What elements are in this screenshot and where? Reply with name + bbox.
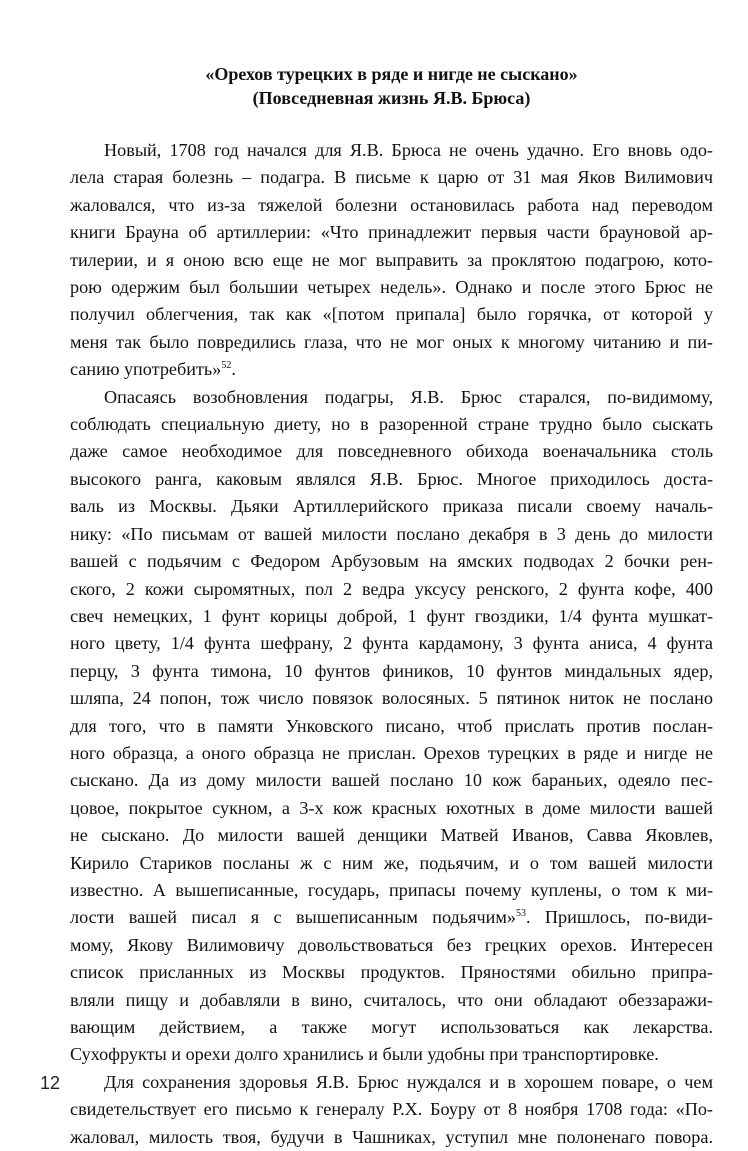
text-line: ского, 2 кожи сыромятных, пол 2 ведра уксусу ренского, 2 фунта кофе, 400 bbox=[70, 578, 713, 599]
text-line: для того, что в памяти Унковского писано, чтоб прислать против послан- bbox=[70, 715, 713, 736]
paragraph-1 bbox=[70, 137, 713, 384]
text-line: Кирило Стариков посланы ж с ним же, подьячим, и о том вашей милости bbox=[70, 852, 713, 873]
text-line: известно. А вышеписанные, государь, припасы почему куплены, о том к ми- bbox=[70, 879, 713, 900]
text-line: Новый, 1708 год начался для Я.В. Брюса не очень удачно. Его вновь одо- bbox=[104, 140, 713, 160]
text-line: перцу, 3 фунта тимона, 10 фунтов фиников, 10 фунтов миндальных ядер, bbox=[70, 660, 713, 681]
text-line: валь из Москвы. Дьяки Артиллерийского приказа писали своему началь- bbox=[70, 496, 713, 517]
text-line: жаловал, милость твоя, будучи в Чашниках, уступил мне полоненаго повора. bbox=[70, 1126, 713, 1147]
text-line: ного цвету, 1/4 фунта шефрану, 2 фунта кардамону, 3 фунта аниса, 4 фунта bbox=[70, 633, 713, 654]
text-line: шляпа, 24 попон, тож число повязок волосяных. 5 пятинок ниток не послано bbox=[70, 688, 713, 709]
footnote-ref-53: 53 bbox=[515, 908, 526, 920]
chapter-title bbox=[70, 62, 713, 110]
text-line: ного образца, а оного образца не прислан. Орехов турецких в ряде и нигде не bbox=[70, 742, 713, 763]
text-line bbox=[70, 904, 713, 931]
text-line: рою одержим был большии четырех недель». Однако и после этого Брюс не bbox=[70, 277, 713, 298]
chapter-title-main: «Орехов турецких в ряде и нигде не сыскано» bbox=[205, 64, 578, 84]
chapter-title-subtitle: (Повседневная жизнь Я.В. Брюса) bbox=[252, 88, 531, 108]
text-line: вляли пищу и добавляли в вино, считалось, что они обладают обеззаражи- bbox=[70, 989, 713, 1010]
text-fragment: лости вашей писал я с вышеписанным подьячим» bbox=[70, 907, 516, 928]
text-line: вающим действием, а также могут использоваться как лекарства. bbox=[70, 1017, 713, 1037]
text-line: лела старая болезнь – подагра. В письме к царю от 31 мая Яков Вилимович bbox=[70, 167, 713, 188]
text-line: сыскано. Да из дому милости вашей послано 10 кож бараньих, одеяло пес- bbox=[70, 770, 713, 791]
text-line: нику: «По письмам от вашей милости послано декабря в 3 день до милости bbox=[70, 523, 713, 544]
text-line: Для сохранения здоровья Я.В. Брюс нуждался и в хорошем поваре, о чем bbox=[104, 1071, 713, 1092]
paragraph-2 bbox=[70, 384, 713, 1069]
text-line bbox=[70, 356, 713, 383]
text-line: Сухофрукты и орехи долго хранились и были удобны при транспортировке. bbox=[70, 1044, 659, 1065]
text-line: жаловался, что из-за тяжелой болезни остановилась работа над переводом bbox=[70, 194, 713, 215]
page-body bbox=[70, 62, 713, 1151]
text-line: книги Брауна об артиллерии: «Что принадлежит первыя части брауновой ар- bbox=[70, 222, 713, 243]
text-fragment: санию употребить» bbox=[70, 359, 222, 380]
text-line: меня так было повредились глаза, что не мог оных к многому читанию и пи- bbox=[70, 331, 713, 352]
text-line: соблюдать специальную диету, но в разоренной стране трудно было сыскать bbox=[70, 414, 713, 435]
text-line: Опасаясь возобновления подагры, Я.В. Брюс старался, по-видимому, bbox=[104, 386, 713, 407]
text-line: список присланных из Москвы продуктов. Пряностями обильно припра- bbox=[70, 962, 713, 983]
text-fragment: . bbox=[231, 359, 236, 380]
footnote-ref-52: 52 bbox=[221, 360, 232, 372]
text-line: даже самое необходимое для повседневного обихода военачальника столь bbox=[70, 441, 713, 462]
text-line: высокого ранга, каковым являлся Я.В. Брюс. Многое приходилось доста- bbox=[70, 468, 713, 489]
text-line: вашей с подьячим с Федором Арбузовым на ямских подводах 2 бочки рен- bbox=[70, 551, 713, 572]
text-fragment: . Пришлось, по-види- bbox=[525, 907, 713, 928]
paragraph-3 bbox=[70, 1069, 713, 1151]
text-line: не сыскано. До милости вашей денщики Матвей Иванов, Савва Яковлев, bbox=[70, 825, 713, 846]
text-line: тилерии, и я оною всю еще не мог выправить за проклятою подагрою, кото- bbox=[70, 249, 713, 270]
text-line: цовое, покрытое сукном, а 3-х кож красных юхотных в доме милости вашей bbox=[70, 797, 713, 818]
text-line: свидетельствует его письмо к генералу Р.Х. Боуру от 8 ноября 1708 года: «По- bbox=[70, 1099, 713, 1120]
text-line: мому, Якову Вилимовичу довольствоваться без грецких орехов. Интересен bbox=[70, 934, 713, 955]
page-number: 12 bbox=[40, 1073, 61, 1093]
text-line: получил облегчения, так как «[потом припала] было горячка, от которой у bbox=[70, 304, 713, 325]
text-line: свеч немецких, 1 фунт корицы доброй, 1 фунт гвоздики, 1/4 фунта мушкат- bbox=[70, 605, 713, 626]
